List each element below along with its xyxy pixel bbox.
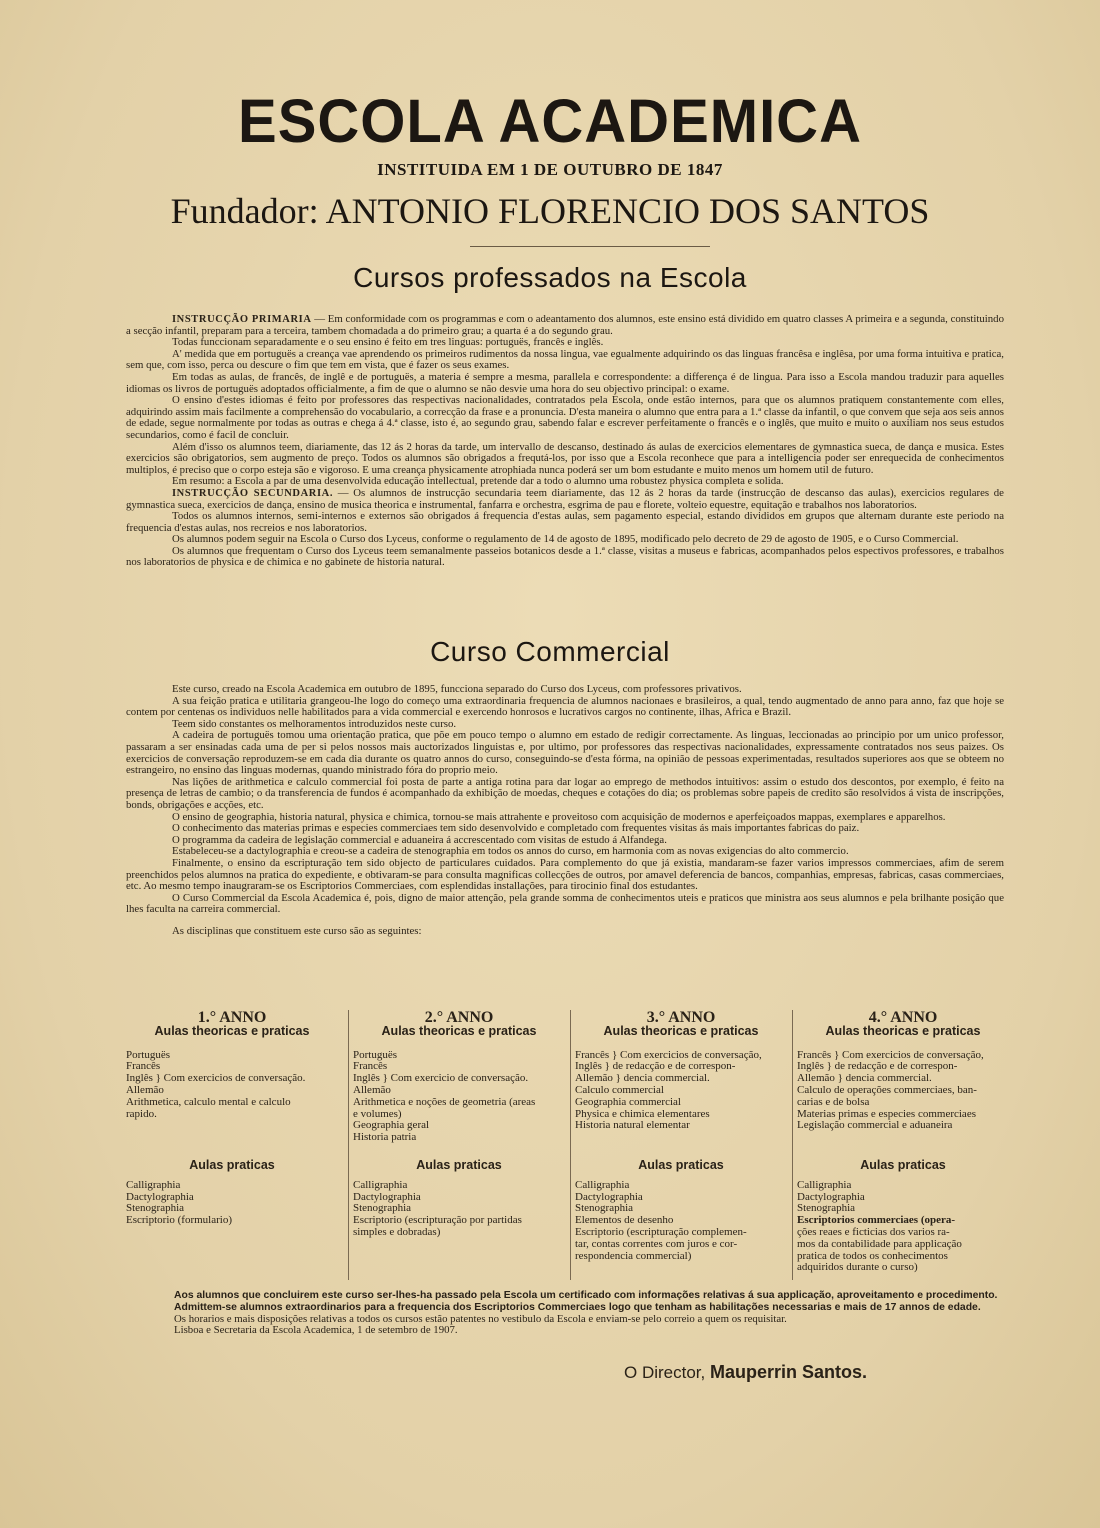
year-title: 3.° ANNO [646,1009,716,1026]
list-item: Dactylographia [353,1190,421,1203]
year-column-1 [126,1010,338,1280]
list-item: Stenographia [353,1202,412,1215]
list-item: Materias primas e especies commerciaes [797,1107,976,1120]
list-item: ções reaes e ficticias dos varios ra- [797,1225,950,1238]
list-item: adquiridos durante o curso) [797,1261,918,1274]
list-item: Stenographia [126,1202,185,1215]
list-item: Calculo commercial [575,1083,664,1096]
footer-notes [126,1290,1006,1337]
list-item: Francês } Com exercicios de conversação, [575,1048,762,1061]
practice-list [126,1180,338,1227]
paragraph: A' medida que em portuguës a creança vae aprendendo os primeiros rudimentos da nossa lingua, vae egualmente adquirindo os das linguas francêsa e inglêsa, por uma forma intuitiva e pratica, sem que, com isso, perca ou descure o fim que tem em vista, que é fazer os seus exames. [126,347,1004,372]
admission-note: Admittem-se alumnos extraordinarios para a frequencia dos Escriptorios Commerciaes logo que tenham as habilitações necessarias e mais de 17 annos de edade. [174,1301,981,1313]
list-item: Physica e chimica elementares [575,1107,710,1120]
paragraph: O ensino d'estes idiomas é feito por professores das respectivas nacionalidades, contratados pela Escola, onde estão internos, para que os alumnos pratiquem constantemente com elles, adquirindo assim mais facilmente a comprehensão do vocabulario, a correcção da frase e a pronuncia. D'esta maneira o alumno que entra para a 1.ª classe da infantil, o que convem que seja aos seis annos de edade, segue normalmente por todas as outras e chega á 4.ª classe, isto é, ao segundo grau, sabendo falar e escrever perfeitamente o francês e o inglês, que muito e muito o auxiliam nos seus estudos secundarios, como é facil de concluir. [126,394,1004,441]
list-item: Historia patria [353,1131,417,1144]
paragraph: Finalmente, o ensino da escripturação tem sido objecto de particulares cuidados. Para complemento do que já existia, mandaram-se fazer varios impressos commerciaes, afim de serem preenchidos pelos alumnos na pratica do expediente, e obtivaram-se para consulta magnificas collecções de outros, por amavel deferencia de bancos, companhias, empresas, fabricas, casas commerciaes, etc. Ao mesmo tempo inaugraram-se os Escriptorios Commerciaes, com esplendidas installações, para tirocinio final dos estudantes. [126,856,1004,893]
founder-line: Fundador: ANTONIO FLORENCIO DOS SANTOS [170,191,930,231]
paragraph: Além d'isso os alumnos teem, diariamente, das 12 ás 2 horas da tarde, um intervallo de descanso, destinado ás aulas de exercicios elementares de gymnastica sueca, de dança e musica. Estes exercicios são obrigatorios, sem augmento de preço. Todos os alumnos são obrigados a frequtá-los, por isso que a Escola reconhece que para a intelligencia poder ser enrequecida de conhecimentos multiplos, é preciso que o corpo esteja são e vigoroso. E uma creança physicamente atrophiada nunca poderá ser um bom estudante e muito menos um homem util de futuro. [126,440,1004,476]
list-item: Arithmetica e noções de geometria (areas [353,1095,536,1108]
paragraph: Todas funccionam separadamente e o seu ensino é feito em tres linguas: portuguës, francês e inglês. [172,336,604,349]
list-item: Allemão } dencia commercial. [575,1072,710,1085]
list-item: respondencia commercial) [575,1249,692,1262]
theory-list [797,1050,1009,1133]
practice-block [126,1160,338,1227]
list-item: Portuguës [353,1048,397,1061]
list-item: Calligraphia [797,1178,852,1191]
list-item: Inglês } de redacção e de correspon- [575,1060,736,1073]
year-column-3 [570,1010,787,1280]
paragraph: Os alumnos que frequentam o Curso dos Lyceus teem semanalmente passeios botanicos desde a 1.ª classe, visitas a museus e fabricas, acompanhados pelos espectivos professores, e trabalhos nos laboratorios de physica e de chimica e no gabinete de historia natural. [126,544,1004,569]
paragraph [126,314,1004,337]
paragraph: O Curso Commercial da Escola Academica é, pois, digno de maior attenção, pela grande somma de conhecimentos uteis e praticos que ministra aos seus alumnos e pela brilhante posição que lhes faculta na carreira commercial. [126,891,1004,916]
curriculum-columns [126,1010,1012,1280]
list-item: Allemão } dencia commercial. [797,1072,932,1085]
list-item: pratica de todos os conhecimentos [797,1249,948,1262]
list-item: Geographia geral [353,1119,430,1132]
list-item: Inglês } Com exercicio de conversação. [353,1072,529,1085]
signature [624,1362,867,1383]
divider [470,246,710,247]
list-item: Arithmetica, calculo mental e calculo [126,1095,291,1108]
list-item: e volumes) [353,1107,402,1120]
school-title: ESCOLA ACADEMICA [238,87,862,156]
theory-heading: Aulas theoricas e praticas [154,1023,310,1038]
list-item: Francês [126,1060,161,1073]
practice-heading: Aulas praticas [189,1158,275,1172]
paragraph: As disciplinas que constituem este curso são as seguintes: [172,924,422,937]
primary-lead: INSTRUCÇÃO PRIMARIA [172,314,312,325]
list-item: mos da contabilidade para applicação [797,1237,962,1250]
director-name: Mauperrin Santos. [709,1362,868,1382]
practice-block [349,1160,565,1239]
practice-list [353,1180,565,1239]
practice-heading: Aulas praticas [860,1158,946,1172]
list-item: Stenographia [797,1202,856,1215]
practice-list [575,1180,787,1263]
schedule-note: Os horarios e mais disposições relativas a todos os cursos estão patentes no vestibulo da Escola e enviam-se pelo correio a quem os requisitar. [174,1312,787,1325]
paragraph: Teem sido constantes os melhoramentos introduzidos neste curso. [172,717,457,730]
year-title: 4.° ANNO [868,1009,938,1026]
paragraph: O programma da cadeira de legislação commercial e aduaneira á accrescentado com visitas de estudo á Alfandega. [172,833,667,846]
theory-list [353,1050,565,1144]
list-item: Historia natural elementar [575,1119,690,1132]
list-item: Inglês } Com exercicios de conversação. [126,1072,306,1085]
list-item: Portuguës [126,1048,170,1061]
list-item: Escriptorios commerciaes (opera- [797,1214,956,1227]
paragraph: O ensino de geographia, historia natural, physica e chimica, tornou-se mais attrahente e proveitoso com acquisição de modernos e aperfeiçoados mappas, exemplares e apparelhos. [172,810,946,823]
theory-list [575,1050,787,1133]
date-line: Lisboa e Secretaria da Escola Academica, 1 de setembro de 1907. [174,1324,458,1337]
signature-label: O Director, [624,1363,706,1382]
paragraph: Os alumnos podem seguir na Escola o Curso dos Lyceus, conforme o regulamento de 14 de agosto de 1895, modificado pelo decreto de 29 de agosto de 1905, e o Curso Commercial. [172,533,959,546]
list-item: simples e dobradas) [353,1225,441,1238]
commercial-heading: Curso Commercial [430,636,670,667]
courses-body [126,314,1004,569]
courses-heading: Cursos professados na Escola [353,262,747,293]
list-item: Calligraphia [126,1178,181,1191]
year-column-4 [792,1010,1009,1280]
paragraph: Este curso, creado na Escola Academica em outubro de 1895, funcciona separado do Curso dos Lyceus, com professores privativos. [172,683,742,695]
paragraph: O conhecimento das materias primas e especies commerciaes tem sido desenvolvido e completado com frequentes visitas ás mais importantes fabricas do paiz. [172,822,860,835]
list-item: rapido. [126,1107,157,1120]
list-item: Dactylographia [126,1190,194,1203]
list-item: Calculo de operações commerciaes, ban- [797,1083,977,1096]
list-item: Elementos de desenho [575,1214,674,1227]
paragraph-text: — Em conformidade com os programmas e com o adeantamento dos alumnos, este ensino está dividido em quatro classes A primeira e a segunda, constituindo a secção infantil, preparam para a terceira, tambem chomadada a do primeiro grau; a quarta é a do segundo grau. [126,313,1004,337]
certificate-note: Aos alumnos que concluirem este curso ser-lhes-ha passado pela Escola um certificado com informações relativas á sua applicação, aproveitamento e procedimento. [174,1290,998,1301]
paragraph: Estabeleceu-se a dactylographia e creou-se a cadeira de stenographia em todos os annos do curso, em harmonia com as novas exigencias do alto commercio. [172,845,849,858]
practice-block [793,1160,1009,1274]
year-column-2 [348,1010,565,1280]
founding-date: INSTITUIDA EM 1 DE OUTUBRO DE 1847 [377,160,723,179]
paragraph [126,488,1004,511]
year-title: 1.° ANNO [197,1009,267,1026]
theory-heading: Aulas theoricas e praticas [603,1023,759,1038]
list-item: Allemão [126,1083,164,1096]
list-item: Stenographia [575,1202,634,1215]
list-item: Francês [353,1060,388,1073]
practice-heading: Aulas praticas [416,1158,502,1172]
list-item: Allemão [353,1083,391,1096]
paragraph: A sua feição pratica e utilitaria grangeou-lhe logo do começo uma extraordinaria frequencia de alumnos nacionaes e brasileiros, a qual, tendo augmentado de anno para anno, faz que hoje se contem por centenas os individuos nelle habilitados para a vida commercial e exercendo honrosos e lucrativos cargos no continente, ilhas, Africa e Brazil. [126,694,1004,719]
theory-list [126,1050,338,1121]
commercial-body [126,684,1004,937]
list-item: Legislação commercial e aduaneira [797,1119,953,1132]
theory-heading: Aulas theoricas e praticas [381,1023,537,1038]
year-title: 2.° ANNO [424,1009,494,1026]
paragraph: Em resumo: a Escola a par de uma desenvolvida educação intellectual, pretende dar a todo o alumno uma robustez physica completa e solida. [172,475,784,488]
paragraph-text: — Os alumnos de instrucção secundaria teem diariamente, das 12 ás 2 horas da tarde (instrucção de descanso das aulas), exercicios regulares de gymnastica sueca, exercicios de dança, ensino de musica theorica e instrumental, fanfarra e orchestra, esgrima de pau e florete, volteio equestre, equitação e trabalhos nos laboratorios. [126,486,1004,511]
list-item: Geographia commercial [575,1095,681,1108]
list-item: Escriptorio (escripturação complemen- [575,1225,747,1238]
practice-list [797,1180,1009,1274]
list-item: Dactylographia [797,1190,865,1203]
list-item: Dactylographia [575,1190,643,1203]
list-item: carias e de bolsa [797,1095,870,1108]
paragraph: Todos os alumnos internos, semi-internos e externos são obrigados á frequencia d'estas aulas, sem pagamento especial, estando divididos em grupos que alternam durante este periodo na frequencia d'estas aulas, nos recreios e nos laboratorios. [126,510,1004,534]
list-item: Escriptorio (formulario) [126,1214,232,1227]
paragraph: Nas lições de arithmetica e calculo commercial foi posta de parte a antiga rotina para dar logar ao emprego de methodos intuitivos: assim o estudo dos descontos, por exemplo, é feito na presença de letras de cambio; o da transferencia de fundos é acompanhado da exhibição de moedas, cheques e cotações do dia; os problemas sobre papeis de credito são resolvidos á vista de inscripções, bonds, obrigações e acções, etc. [126,775,1004,811]
list-item: Calligraphia [575,1178,630,1191]
paragraph: A cadeira de portuguës tomou uma orientação pratica, que põe em pouco tempo o alumno em estado de redigir correctamente. As linguas, leccionadas ao principio por um unico professor, passaram a ser ensinadas cada uma de per si pelos nossos mais auctorizados linguistas e, por ultimo, por professores das respectivas nacionalidades, expressamente contratados nos seus paizes. Os exercicios de conversação reproduzem-se em cada dia durante os quatro annos do curso, conseguindo-se d'esta fórma, na opinião de pessoas experimentadas, resultados superiores aos que se obteem no estrangeiro, no ensino das linguas modernas, quando ministrado fóra do proprio meio. [126,729,1004,777]
secondary-lead: INSTRUCÇÃO SECUNDARIA. [172,487,334,499]
paragraph: Em todas as aulas, de francês, de inglê e de portuguës, a materia é sempre a mesma, parallela e correspondente: a differença é de lingua. Para isso a Escola mandou traduzir para aquelles idiomas os livros de portuguës adoptados officialmente, a fim de que o alumno se não desvie uma hora do seu objectivo principal: o exame. [126,370,1004,395]
list-item: Calligraphia [353,1178,408,1191]
practice-block [571,1160,787,1262]
practice-heading: Aulas praticas [638,1158,724,1172]
list-item: Inglês } de redacção e de correspon- [797,1060,958,1073]
list-item: Escriptorio (escripturação por partidas [353,1214,522,1227]
list-item: tar, contas correntes com juros e cor- [575,1237,738,1250]
theory-heading: Aulas theoricas e praticas [825,1023,981,1038]
list-item: Francês } Com exercicios de conversação, [797,1048,984,1061]
